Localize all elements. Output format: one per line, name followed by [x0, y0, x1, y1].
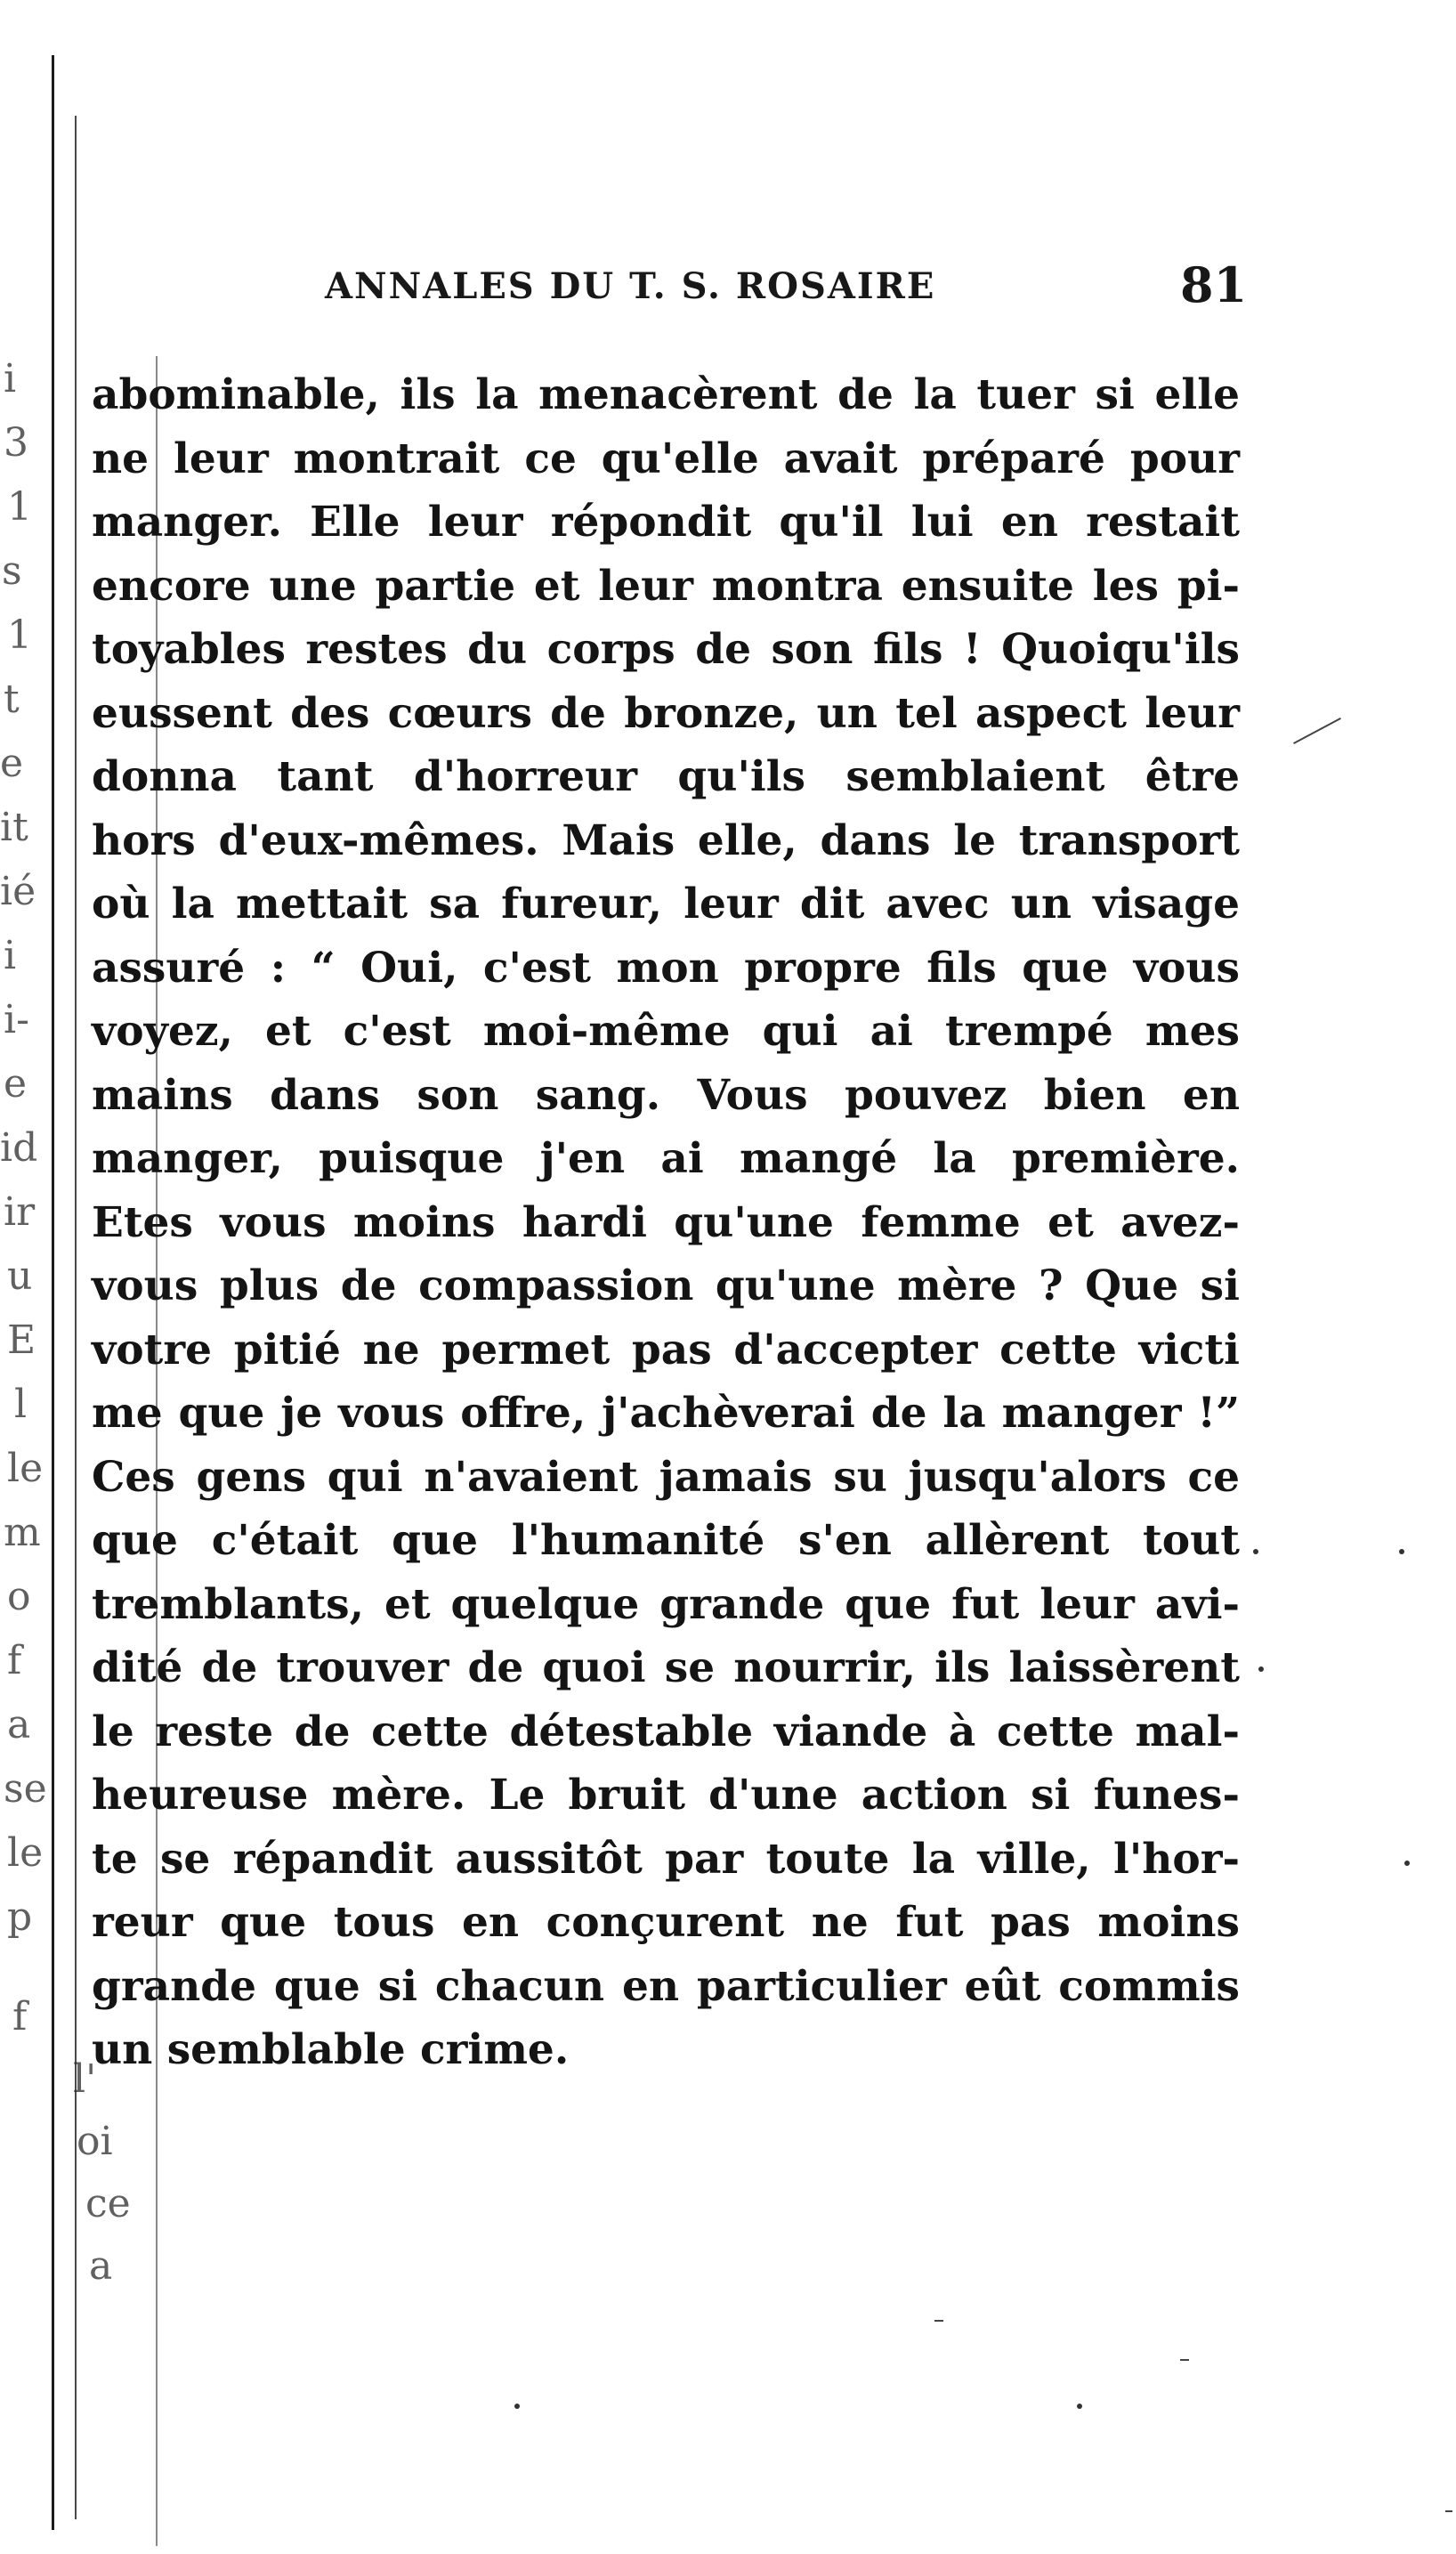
text-line: grande que si chacun en particulier eût commis [92, 1961, 1240, 2011]
text-line: manger. Elle leur répondit qu'il lui en restait [92, 498, 1240, 547]
bleed-fragment: p [7, 1894, 33, 1940]
bleed-fragment: 1 [7, 612, 32, 658]
bleed-fragment: a [89, 2243, 113, 2289]
bleed-fragment: m [4, 1510, 41, 1555]
bleed-fragment: id [0, 1125, 38, 1171]
text-line: vous plus de compassion qu'une mère ? Que si [92, 1261, 1240, 1310]
bleed-fragment: le [7, 1830, 44, 1876]
bleed-fragment: s [2, 548, 22, 594]
text-line: encore une partie et leur montra ensuite les pi- [92, 561, 1240, 611]
text-line: manger, puisque j'en ai mangé la première. [92, 1134, 1240, 1183]
text-line: heureuse mère. Le bruit d'une action si funes- [92, 1771, 1240, 1820]
bleed-fragment: i [4, 356, 17, 401]
running-head-title: ANNALES DU T. S. ROSAIRE [325, 265, 936, 307]
text-line: mains dans son sang. Vous pouvez bien en [92, 1070, 1240, 1120]
text-line: tremblants, et quelque grande que fut leur avi- [92, 1579, 1240, 1629]
stray-speck [514, 2404, 520, 2409]
bleed-fragment: ir [4, 1189, 36, 1235]
bleed-fragment: se [4, 1766, 47, 1812]
bleed-fragment: ié [0, 869, 36, 914]
body-text [92, 363, 1240, 2082]
bleed-fragment: i [4, 933, 17, 978]
bleed-fragment: o [7, 1574, 31, 1619]
stray-speck [1077, 2404, 1082, 2409]
text-line: assuré : “ Oui, c'est mon propre fils que vous [92, 943, 1240, 993]
text-line: que c'était que l'humanité s'en allèrent tout [92, 1516, 1240, 1565]
text-line: votre pitié ne permet pas d'accepter cette victi [92, 1325, 1240, 1374]
stray-mark [1293, 718, 1341, 744]
stray-mark [1445, 2510, 1452, 2512]
bleed-fragment: 3 [4, 420, 28, 466]
stray-speck [1404, 1861, 1410, 1866]
bleed-fragment: it [0, 805, 28, 850]
bleed-fragment: oi [77, 2119, 113, 2164]
bleed-fragment: i- [4, 997, 29, 1042]
text-line: où la mettait sa fureur, leur dit avec un visage [92, 880, 1240, 928]
bleed-fragment: f [12, 1994, 28, 2039]
bleed-fragment: t [4, 677, 20, 722]
bleed-fragment: e [0, 741, 24, 786]
bleed-fragment: e [4, 1061, 28, 1107]
text-line: Etes vous moins hardi qu'une femme et avez- [92, 1197, 1240, 1247]
text-line: voyez, et c'est moi-même qui ai trempé mes [92, 1007, 1240, 1056]
text-line-final: un semblable crime. [92, 2025, 570, 2074]
bleed-fragment: a [7, 1702, 31, 1747]
text-line: hors d'eux-mêmes. Mais elle, dans le transport [92, 815, 1240, 865]
text-line: Ces gens qui n'avaient jamais su jusqu'alors ce [92, 1452, 1240, 1502]
stray-mark [1180, 2359, 1189, 2361]
text-line: te se répandit aussitôt par toute la ville, l'hor- [92, 1834, 1240, 1884]
stray-speck [1258, 1666, 1264, 1672]
bleed-fragment: 1 [7, 484, 32, 530]
text-line: dité de trouver de quoi se nourrir, ils laissèrent [92, 1643, 1240, 1692]
text-line: reur que tous en conçurent ne fut pas moins [92, 1898, 1240, 1947]
text-line: eussent des cœurs de bronze, un tel aspect leur [92, 688, 1240, 738]
text-line: abominable, ils la menacèrent de la tuer si elle [92, 370, 1240, 419]
bleed-fragment: E [7, 1318, 36, 1363]
bleed-fragment: f [7, 1638, 22, 1683]
text-line: ne leur montrait ce qu'elle avait préparé pour [92, 434, 1240, 483]
bleed-fragment: l' [73, 2056, 97, 2102]
bleed-fragment: l [14, 1382, 28, 1427]
stray-speck [1253, 1549, 1258, 1554]
text-line: le reste de cette détestable viande à cette mal- [92, 1707, 1240, 1756]
bleed-fragment: ce [85, 2181, 131, 2226]
text-line: me que je vous offre, j'achèverai de la manger !” [92, 1389, 1240, 1438]
page-number: 81 [1180, 256, 1248, 313]
stray-speck [1399, 1549, 1404, 1554]
text-line: donna tant d'horreur qu'ils semblaient être [92, 752, 1240, 801]
text-line: toyables restes du corps de son fils ! Quoiqu'ils [92, 625, 1240, 674]
bleed-fragment: u [7, 1253, 33, 1299]
stray-mark [934, 2320, 943, 2322]
bleed-fragment: le [7, 1446, 44, 1491]
